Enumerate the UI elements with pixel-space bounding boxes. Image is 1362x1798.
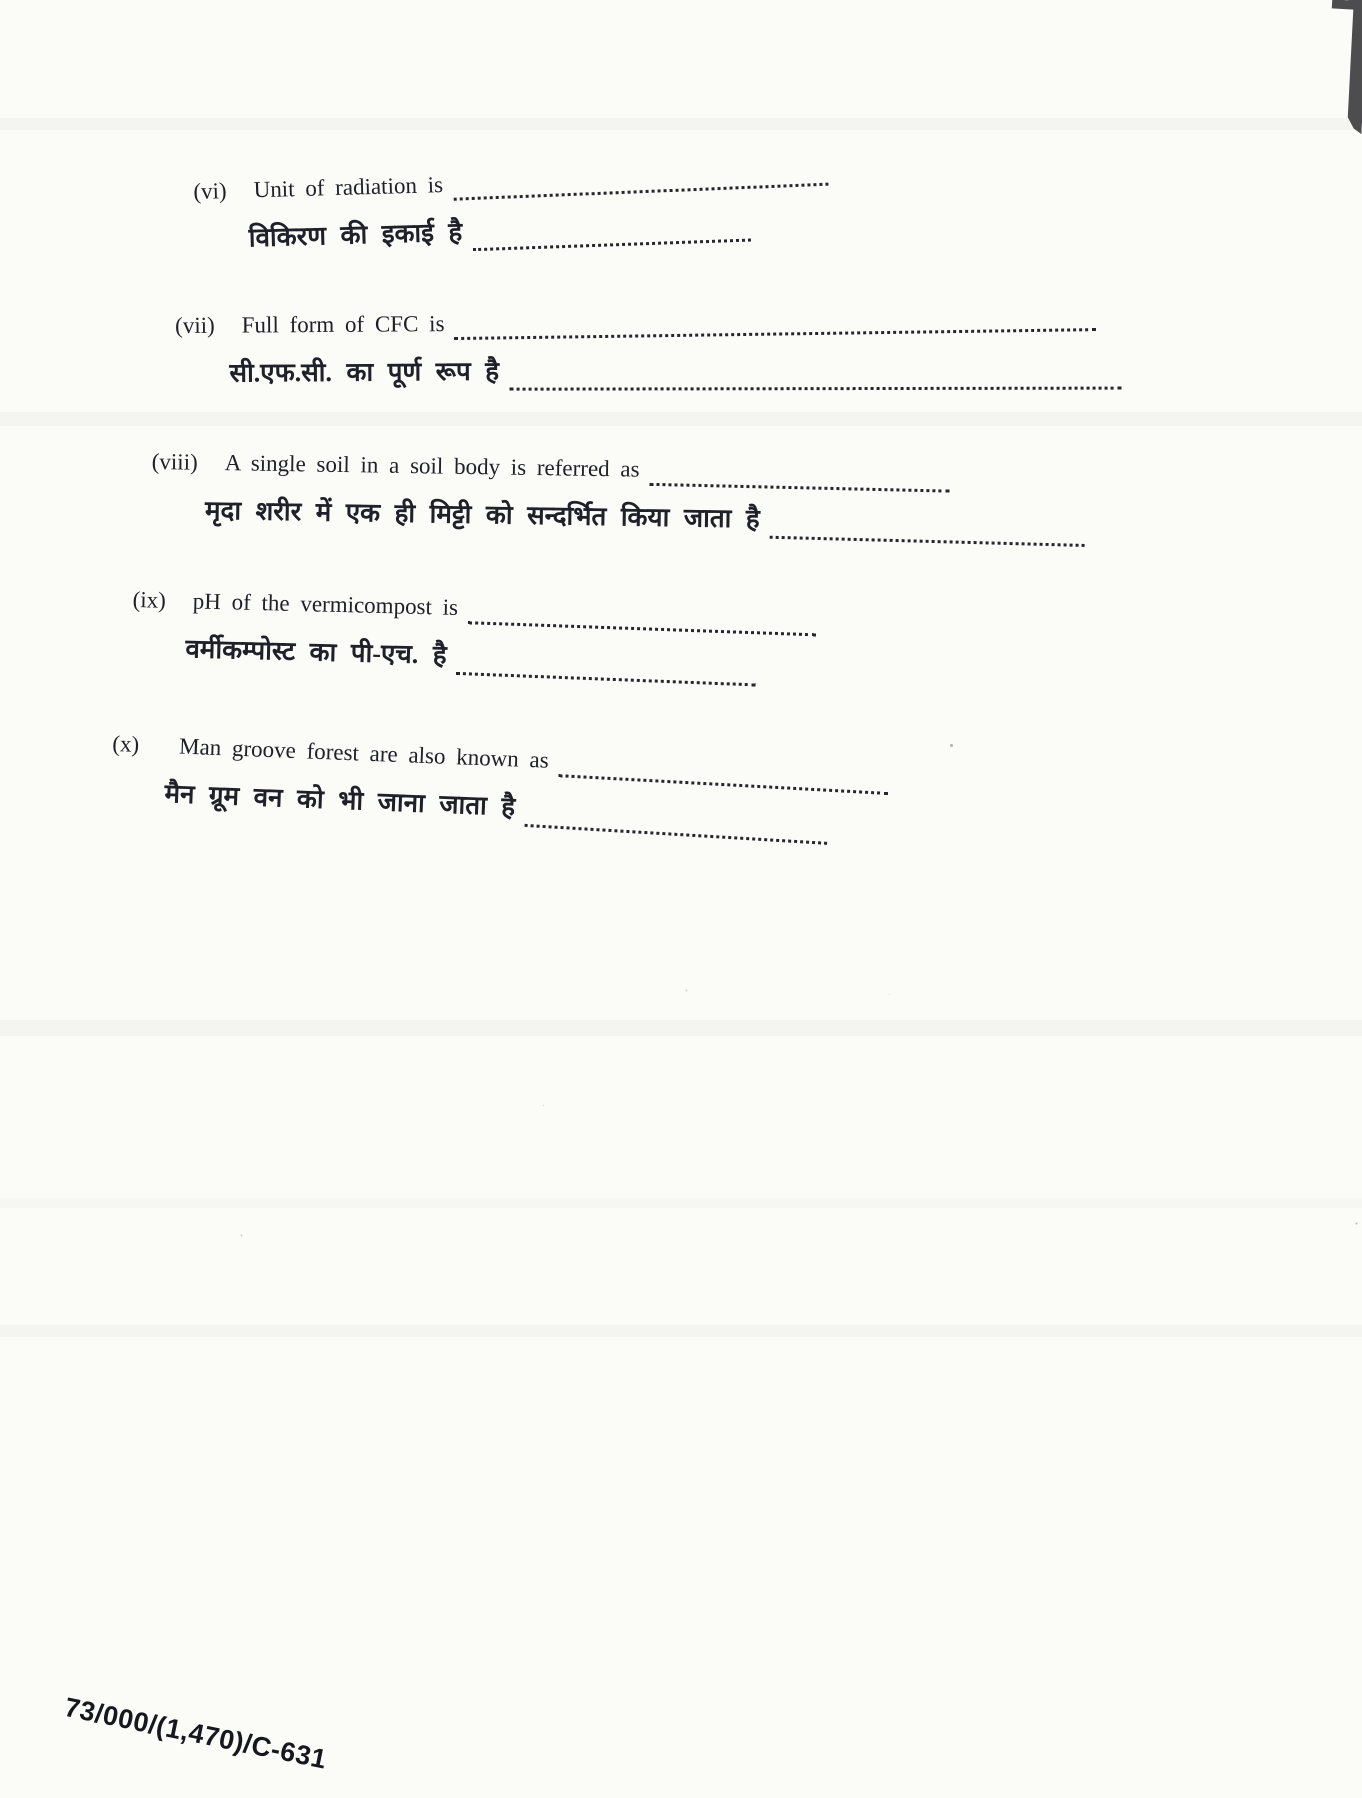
question-text-english: pH of the vermicompost is <box>192 588 459 620</box>
scan-band <box>0 1020 1362 1036</box>
dust-specks <box>950 744 953 747</box>
question-number: (viii) <box>151 448 198 475</box>
answer-blank-dotted-line <box>468 597 817 636</box>
question-number: (vii) <box>175 312 215 338</box>
question-text-hindi: मैन ग्रूम वन को भी जाना जाता है <box>163 779 516 822</box>
answer-blank-dotted-line <box>558 750 889 795</box>
question-text-english: A single soil in a soil body is referred as <box>224 450 640 482</box>
answer-blank-dotted-line <box>452 159 828 201</box>
print-reference-code: 73/000/(1,470)/C-631 <box>62 1692 330 1775</box>
question-text-hindi: सी.एफ.सी. का पूर्ण रूप है <box>229 356 500 388</box>
answer-blank-dotted-line <box>769 512 1085 547</box>
question-text-english: Man groove forest are also known as <box>178 733 550 773</box>
question-vi <box>193 158 830 259</box>
question-text-hindi: मृदा शरीर में एक ही मिट्टी को सन्दर्भित किया जाता है <box>204 495 760 534</box>
answer-blank-dotted-line <box>524 800 828 845</box>
question-vii <box>175 303 1121 393</box>
scan-band <box>0 1198 1362 1208</box>
question-x <box>110 728 889 841</box>
question-line-hindi <box>175 348 1121 393</box>
scan-band <box>0 412 1362 426</box>
question-line-english <box>193 158 828 208</box>
scanner-edge-artifact-cap <box>1332 0 1354 10</box>
question-ix <box>131 584 816 684</box>
answer-blank-dotted-line <box>472 215 751 252</box>
question-line-hindi <box>194 203 829 259</box>
scan-band <box>0 1325 1362 1337</box>
question-text-hindi: विकिरण की इकाई है <box>248 217 463 253</box>
answer-blank-dotted-line <box>456 648 757 686</box>
question-number: (vi) <box>193 178 227 204</box>
question-line-hindi <box>151 491 1085 544</box>
question-line-english <box>175 303 1121 342</box>
question-number: (x) <box>111 730 140 758</box>
question-text-english: Unit of radiation is <box>253 172 444 203</box>
question-text-english: Full form of CFC is <box>241 311 445 338</box>
question-viii <box>151 446 1086 544</box>
question-line-hindi <box>131 629 815 684</box>
answer-blank-dotted-line <box>454 304 1096 340</box>
scan-band <box>0 118 1362 130</box>
question-text-hindi: वर्मीकम्पोस्ट का पी-एच. है <box>185 634 447 670</box>
answer-blank-dotted-line <box>649 459 950 493</box>
answer-blank-dotted-line <box>509 363 1121 391</box>
question-number: (ix) <box>132 586 167 613</box>
question-line-english <box>151 446 1085 493</box>
question-line-english <box>132 584 816 633</box>
scanner-edge-artifact <box>1344 0 1362 134</box>
